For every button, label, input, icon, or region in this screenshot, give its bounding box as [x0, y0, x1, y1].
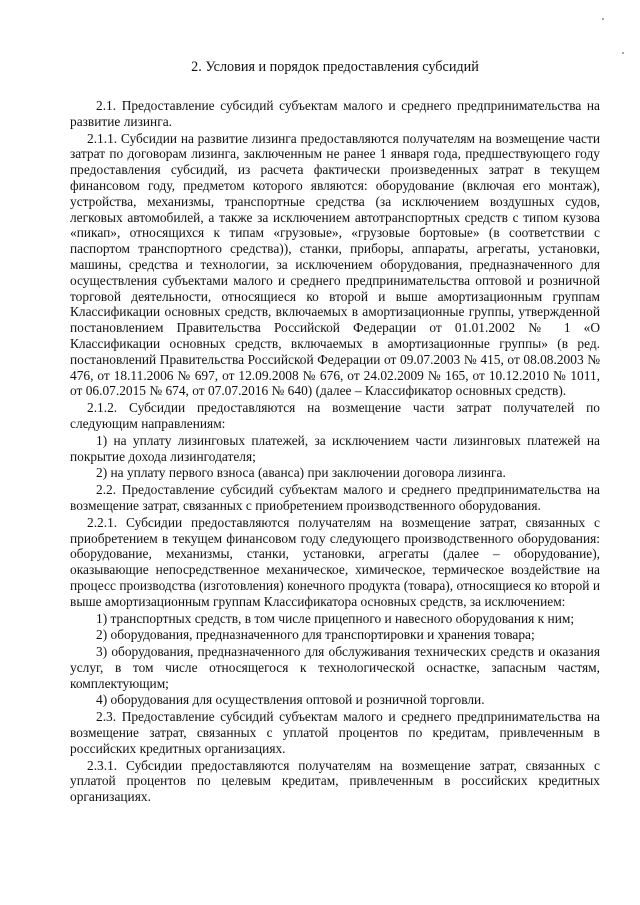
paragraph-2-2: 2.2. Предоставление субсидий субъектам малого и среднего предпринимательства на возмещение затрат, связанных с приобретением производственного оборудования. — [70, 482, 600, 513]
paragraph-2-1: 2.1. Предоставление субсидий субъектам малого и среднего предпринимательства на развитие лизинга. — [70, 98, 600, 129]
paragraph-2-1-2: 2.1.2. Субсидии предоставляются на возмещение части затрат получателей по следующим направлениям: — [70, 400, 600, 431]
document-page — [70, 58, 600, 806]
list-item-2-2-1-1: 1) транспортных средств, в том числе прицепного и навесного оборудования к ним; — [96, 610, 575, 626]
list-item-2-1-2-1: 1) на уплату лизинговых платежей, за исключением части лизинговых платежей на покрытие дохода лизингодателя; — [70, 432, 600, 464]
paragraph-2-3: 2.3. Предоставление субсидий субъектам малого и среднего предпринимательства на возмещение затрат, связанных с уплатой процентов по кредитам, привлеченным в российских кредитных организациях. — [70, 709, 600, 756]
list-item-2-2-1-3: 3) оборудования, предназначенного для обслуживания технических средств и оказания услуг, в том числе относящегося к технологической оснастке, запасным частям, комплектующим; — [70, 644, 600, 691]
scan-speck — [602, 18, 604, 20]
list-item-2-2-1-4: 4) оборудования для осуществления оптовой и розничной торговли. — [96, 692, 485, 708]
paragraph-2-1-1: 2.1.1. Субсидии на развитие лизинга предоставляются получателям на возмещение части затрат по договорам лизинга, заключенным не ранее 1 января года, предшествующего году предоставления субсидий, из расчета фактически произведенных затрат в текущем финансовом году, предметом которого являются: оборудование (включая его монтаж), устройства, механизмы, транспортные средства (за исключением воздушных судов, легковых автомобилей, а также за исключением автотранспортных средств с типом кузова «пикап», относящихся к типам «грузовые», «грузовые бортовые» (в соответствии с паспортом транспортного средства)), станки, приборы, аппараты, агрегаты, установки, машины, средства и технологии, за исключением оборудования, предназначенного для осуществления субъектами малого и среднего предпринимательства оптовой и розничной торговой деятельности, относящиеся ко второй и выше амортизационным группам Классификации основных средств, включаемых в амортизационные группы, утвержденной постановлением Правительства Российской Федерации от 01.01.2002 № 1 «О Классификации основных средств, включаемых в амортизационные группы» (в ред. постановлений Правительства Российской Федерации от 09.07.2003 № 415, от 08.08.2003 № 476, от 18.11.2006 № 697, от 12.09.2008 № 676, от 24.02.2009 № 165, от 10.12.2010 № 1011, от 06.07.2015 № 674, от 07.07.2016 № 640) (далее – Классификатор основных средств). — [70, 130, 600, 399]
list-item-2-2-1-2: 2) оборудования, предназначенного для транспортировки и хранения товара; — [96, 627, 535, 643]
list-item-2-1-2-2: 2) на уплату первого взноса (аванса) при заключении договора лизинга. — [96, 465, 506, 481]
section-heading: 2. Условия и порядок предоставления субсидий — [191, 59, 479, 75]
paragraph-2-3-1: 2.3.1. Субсидии предоставляются получателям на возмещение затрат, связанных с уплатой процентов по целевым кредитам, привлеченным в российских кредитных организациях. — [70, 757, 600, 805]
paragraph-2-2-1: 2.2.1. Субсидии предоставляются получателям на возмещение затрат, связанных с приобретением в текущем финансовом году следующего производственного оборудования: оборудование, механизмы, станки, установки, агрегаты (далее – оборудование), оказывающие непосредственное механическое, химическое, термическое воздействие на процесс производства (изготовления) конечного продукта (товара), относящиеся ко второй и выше амортизационным группам Классификатора основных средств, за исключением: — [70, 514, 600, 609]
scan-speck — [622, 52, 624, 54]
